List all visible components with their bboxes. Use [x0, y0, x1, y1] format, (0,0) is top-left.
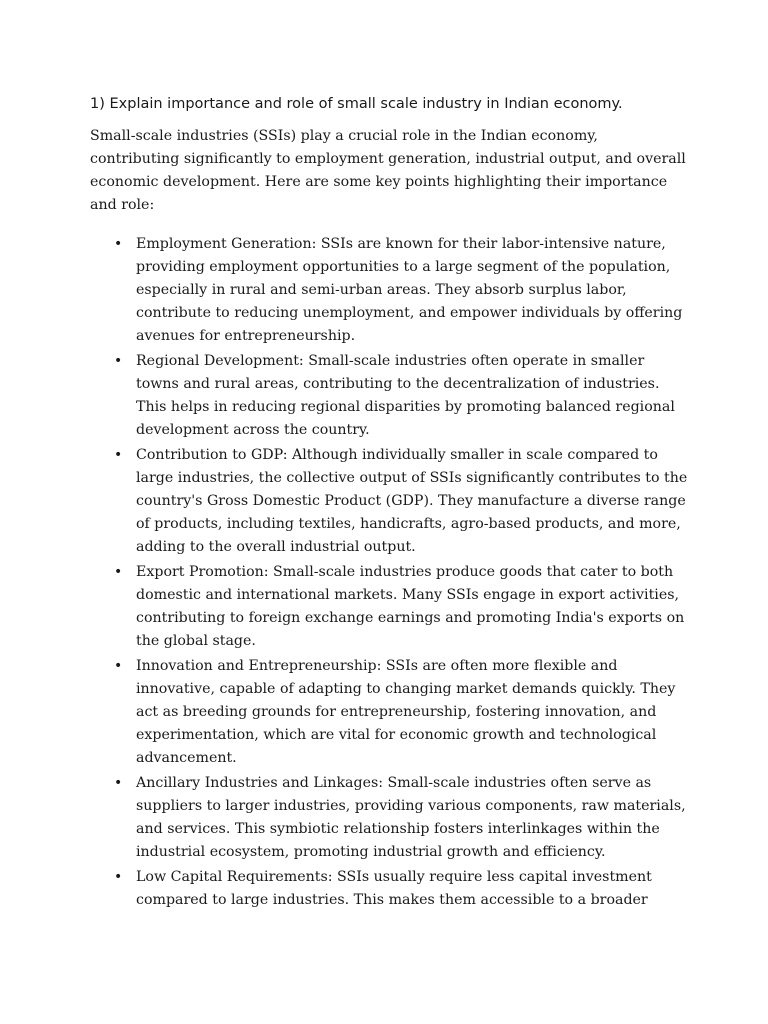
point-text: Ancillary Industries and Linkages: Small-scale industries often serve as suppliers to larger industries, providing various components, raw materials, and services. This symbiotic relationship fosters interlinkages within the industrial ecosystem, promoting industrial growth and efficiency.	[136, 775, 686, 860]
bullet-icon: •	[114, 353, 123, 369]
list-item	[90, 866, 690, 912]
bullet-icon: •	[114, 447, 123, 463]
list-item	[90, 561, 690, 653]
point-text: Innovation and Entrepreneurship: SSIs are often more flexible and innovative, capable of adapting to changing market demands quickly. They act as breeding grounds for entrepreneurship, fostering innovation, and experimentation, which are vital for economic growth and technological advancement.	[136, 658, 676, 766]
question-heading: 1) Explain importance and role of small scale industry in Indian economy.	[90, 96, 623, 112]
point-text: Low Capital Requirements: SSIs usually require less capital investment compared to large industries. This makes them accessible to a broader	[136, 869, 652, 908]
list-item	[90, 350, 690, 442]
list-item	[90, 233, 690, 348]
point-text: Employment Generation: SSIs are known for their labor-intensive nature, providing employment opportunities to a large segment of the population, especially in rural and semi-urban areas. They absorb surplus labor, contribute to reducing unemployment, and empower individuals by offering avenues for entrepreneurship.	[136, 236, 683, 344]
key-points-list	[90, 233, 690, 912]
list-item	[90, 655, 690, 770]
bullet-icon: •	[114, 564, 123, 580]
point-text: Export Promotion: Small-scale industries produce goods that cater to both domestic and international markets. Many SSIs engage in export activities, contributing to foreign exchange earnings and promoting India's exports on the global stage.	[136, 564, 685, 649]
list-item	[90, 444, 690, 559]
bullet-icon: •	[114, 869, 123, 885]
point-text: Contribution to GDP: Although individually smaller in scale compared to large industries, the collective output of SSIs significantly contributes to the country's Gross Domestic Product (GDP). They manufacture a diverse range of products, including textiles, handicrafts, agro-based products, and more, adding to the overall industrial output.	[136, 447, 688, 555]
document-page	[90, 93, 690, 914]
list-item	[90, 772, 690, 864]
point-text: Regional Development: Small-scale industries often operate in smaller towns and rural areas, contributing to the decentralization of industries. This helps in reducing regional disparities by promoting balanced regional development across the country.	[136, 353, 675, 438]
intro-paragraph: Small-scale industries (SSIs) play a crucial role in the Indian economy, contributing significantly to employment generation, industrial output, and overall economic development. Here are some key points highlighting their importance and role:	[90, 128, 686, 213]
bullet-icon: •	[114, 775, 123, 791]
bullet-icon: •	[114, 658, 123, 674]
bullet-icon: •	[114, 236, 123, 252]
